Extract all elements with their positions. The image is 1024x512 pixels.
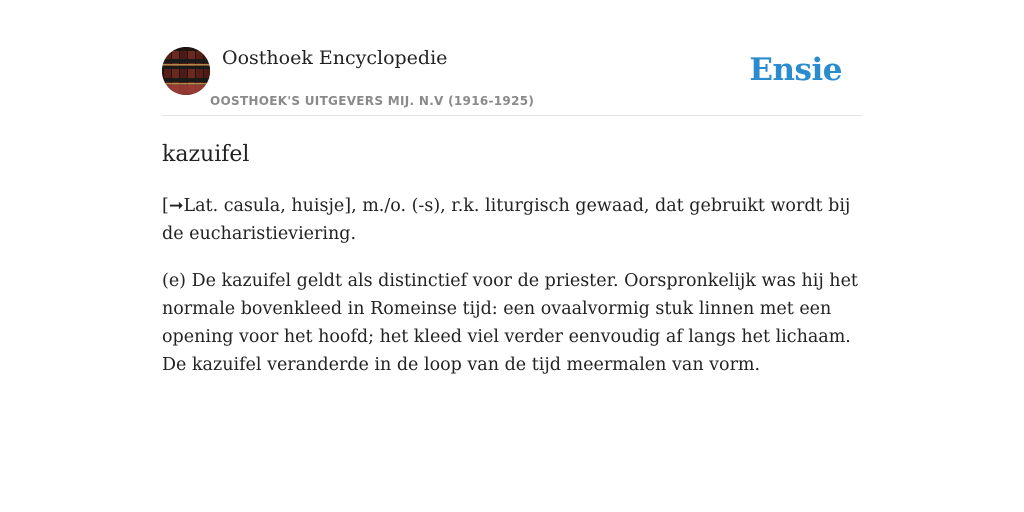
entry-definition-paragraph: [➞Lat. casula, huisje], m./o. (-s), r.k. liturgisch gewaad, dat gebruikt wordt bij de eucharistieviering. bbox=[162, 196, 851, 244]
source-publisher: OOSTHOEK'S UITGEVERS MIJ. N.V (1916-1925) bbox=[210, 94, 535, 108]
encyclopedia-books-avatar-icon[interactable] bbox=[162, 47, 210, 95]
entry-title: kazuifel bbox=[162, 142, 250, 167]
content-container bbox=[162, 0, 862, 375]
entry-description-paragraph: (e) De kazuifel geldt als distinctief voor de priester. Oorspronkelijk was hij het normale bovenkleed in Romeinse tijd: een ovaalvormig stuk linnen met een opening voor het hoofd; het kleed viel verder eenvoudig af langs het lichaam. De kazuifel veranderde in de loop van de tijd meermalen van vorm. bbox=[162, 271, 858, 375]
ensie-logo[interactable]: Ensie bbox=[749, 52, 842, 88]
source-header bbox=[162, 0, 862, 116]
source-title[interactable]: Oosthoek Encyclopedie bbox=[222, 47, 448, 69]
entry-body bbox=[162, 192, 862, 398]
